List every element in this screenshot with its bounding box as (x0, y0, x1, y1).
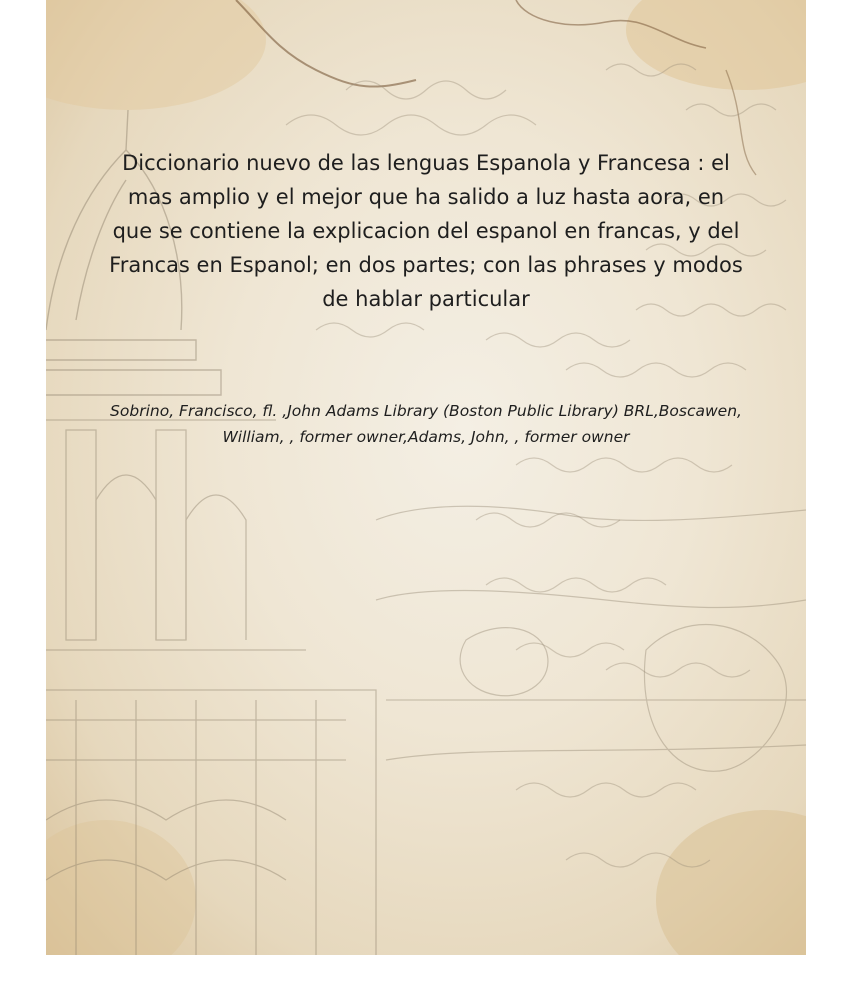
book-cover (46, 0, 806, 955)
cover-background-illustration (46, 0, 806, 955)
book-title: Diccionario nuevo de las lenguas Espanola y Francesa : el mas amplio y el mejor que ha salido a luz hasta aora, en que se contiene la explicacion del espanol en francas, y del Francas en Espanol; en dos partes; con las phrases y modos de hablar particular (109, 151, 743, 311)
book-authors: Sobrino, Francisco, fl. ,John Adams Library (Boston Public Library) BRL,Boscawen, William, , former owner,Adams, John, , former owner (110, 402, 742, 446)
